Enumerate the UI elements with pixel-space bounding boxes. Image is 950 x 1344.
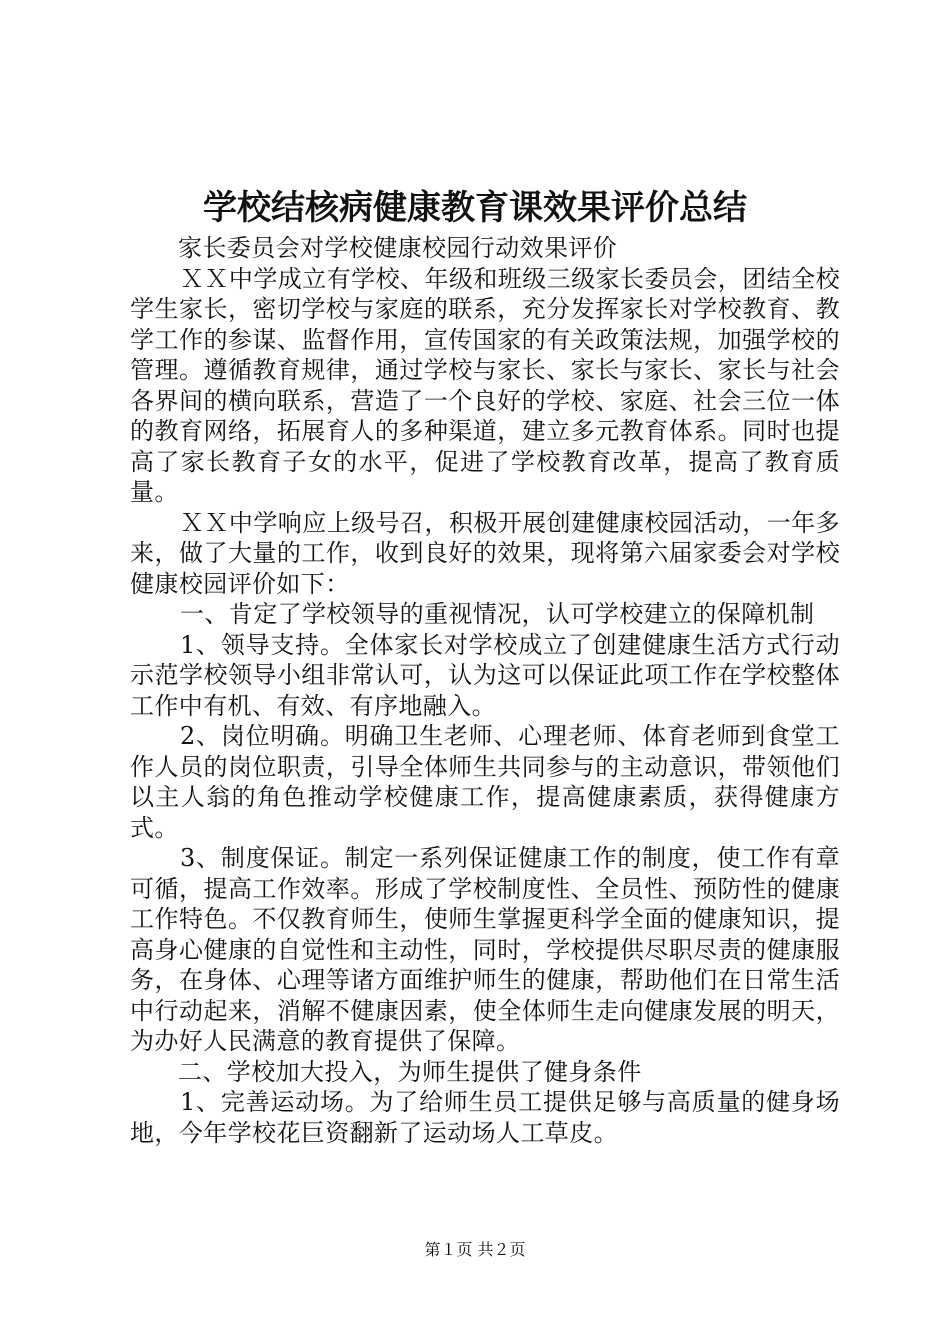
paragraph-system: 3、制度保证。制定一系列保证健康工作的制度，使工作有章可循，提高工作效率。形成了学校制度性、全员性、预防性的健康工作特色。不仅教育师生，使师生掌握更科学全面的健康知识，提高身心健康的自觉性和主动性，同时，学校提供尽职尽责的健康服务，在身体、心理等诸方面维护师生的健康，帮助他们在日常生活中行动起来，消解不健康因素，使全体师生走向健康发展的明天，为办好人民满意的教育提供了保障。 [130, 844, 840, 1055]
paragraph-positions: 2、岗位明确。明确卫生老师、心理老师、体育老师到食堂工作人员的岗位职责，引导全体师生共同参与的主动意识，带领他们以主人翁的角色推动学校健康工作，提高健康素质，获得健康方式。 [130, 722, 840, 842]
paragraph-response: ＸＸ中学响应上级号召，积极开展创建健康校园活动，一年多来，做了大量的工作，收到良好的效果，现将第六届家委会对学校健康校园评价如下： [130, 508, 840, 598]
page-number-footer: 第１页 共２页 [424, 1240, 526, 1259]
paragraph-sports-field: 1、完善运动场。为了给师生员工提供足够与高质量的健身场地，今年学校花巨资翻新了运动场人工草皮。 [130, 1088, 840, 1147]
section-heading-two: 二、学校加大投入，为师生提供了健身条件 [178, 1057, 642, 1086]
paragraph-subtitle: 家长委员会对学校健康校园行动效果评价 [178, 234, 618, 262]
document-body [130, 233, 840, 1148]
paragraph-leadership: 1、领导支持。全体家长对学校成立了创建健康生活方式行动示范学校领导小组非常认可，认为这可以保证此项工作在学校整体工作中有机、有效、有序地融入。 [130, 630, 840, 720]
paragraph-intro: ＸＸ中学成立有学校、年级和班级三级家长委员会，团结全校学生家长，密切学校与家庭的联系，充分发挥家长对学校教育、教学工作的参谋、监督作用，宣传国家的有关政策法规，加强学校的管理。遵循教育规律，通过学校与家长、家长与家长、家长与社会各界间的横向联系，营造了一个良好的学校、家庭、社会三位一体的教育网络，拓展育人的多种渠道，建立多元教育体系。同时也提高了家长教育子女的水平，促进了学校教育改革，提高了教育质量。 [130, 264, 840, 506]
document-title: 学校结核病健康教育课效果评价总结 [203, 188, 747, 228]
section-heading-one: 一、肯定了学校领导的重视情况，认可学校建立的保障机制 [180, 600, 815, 628]
